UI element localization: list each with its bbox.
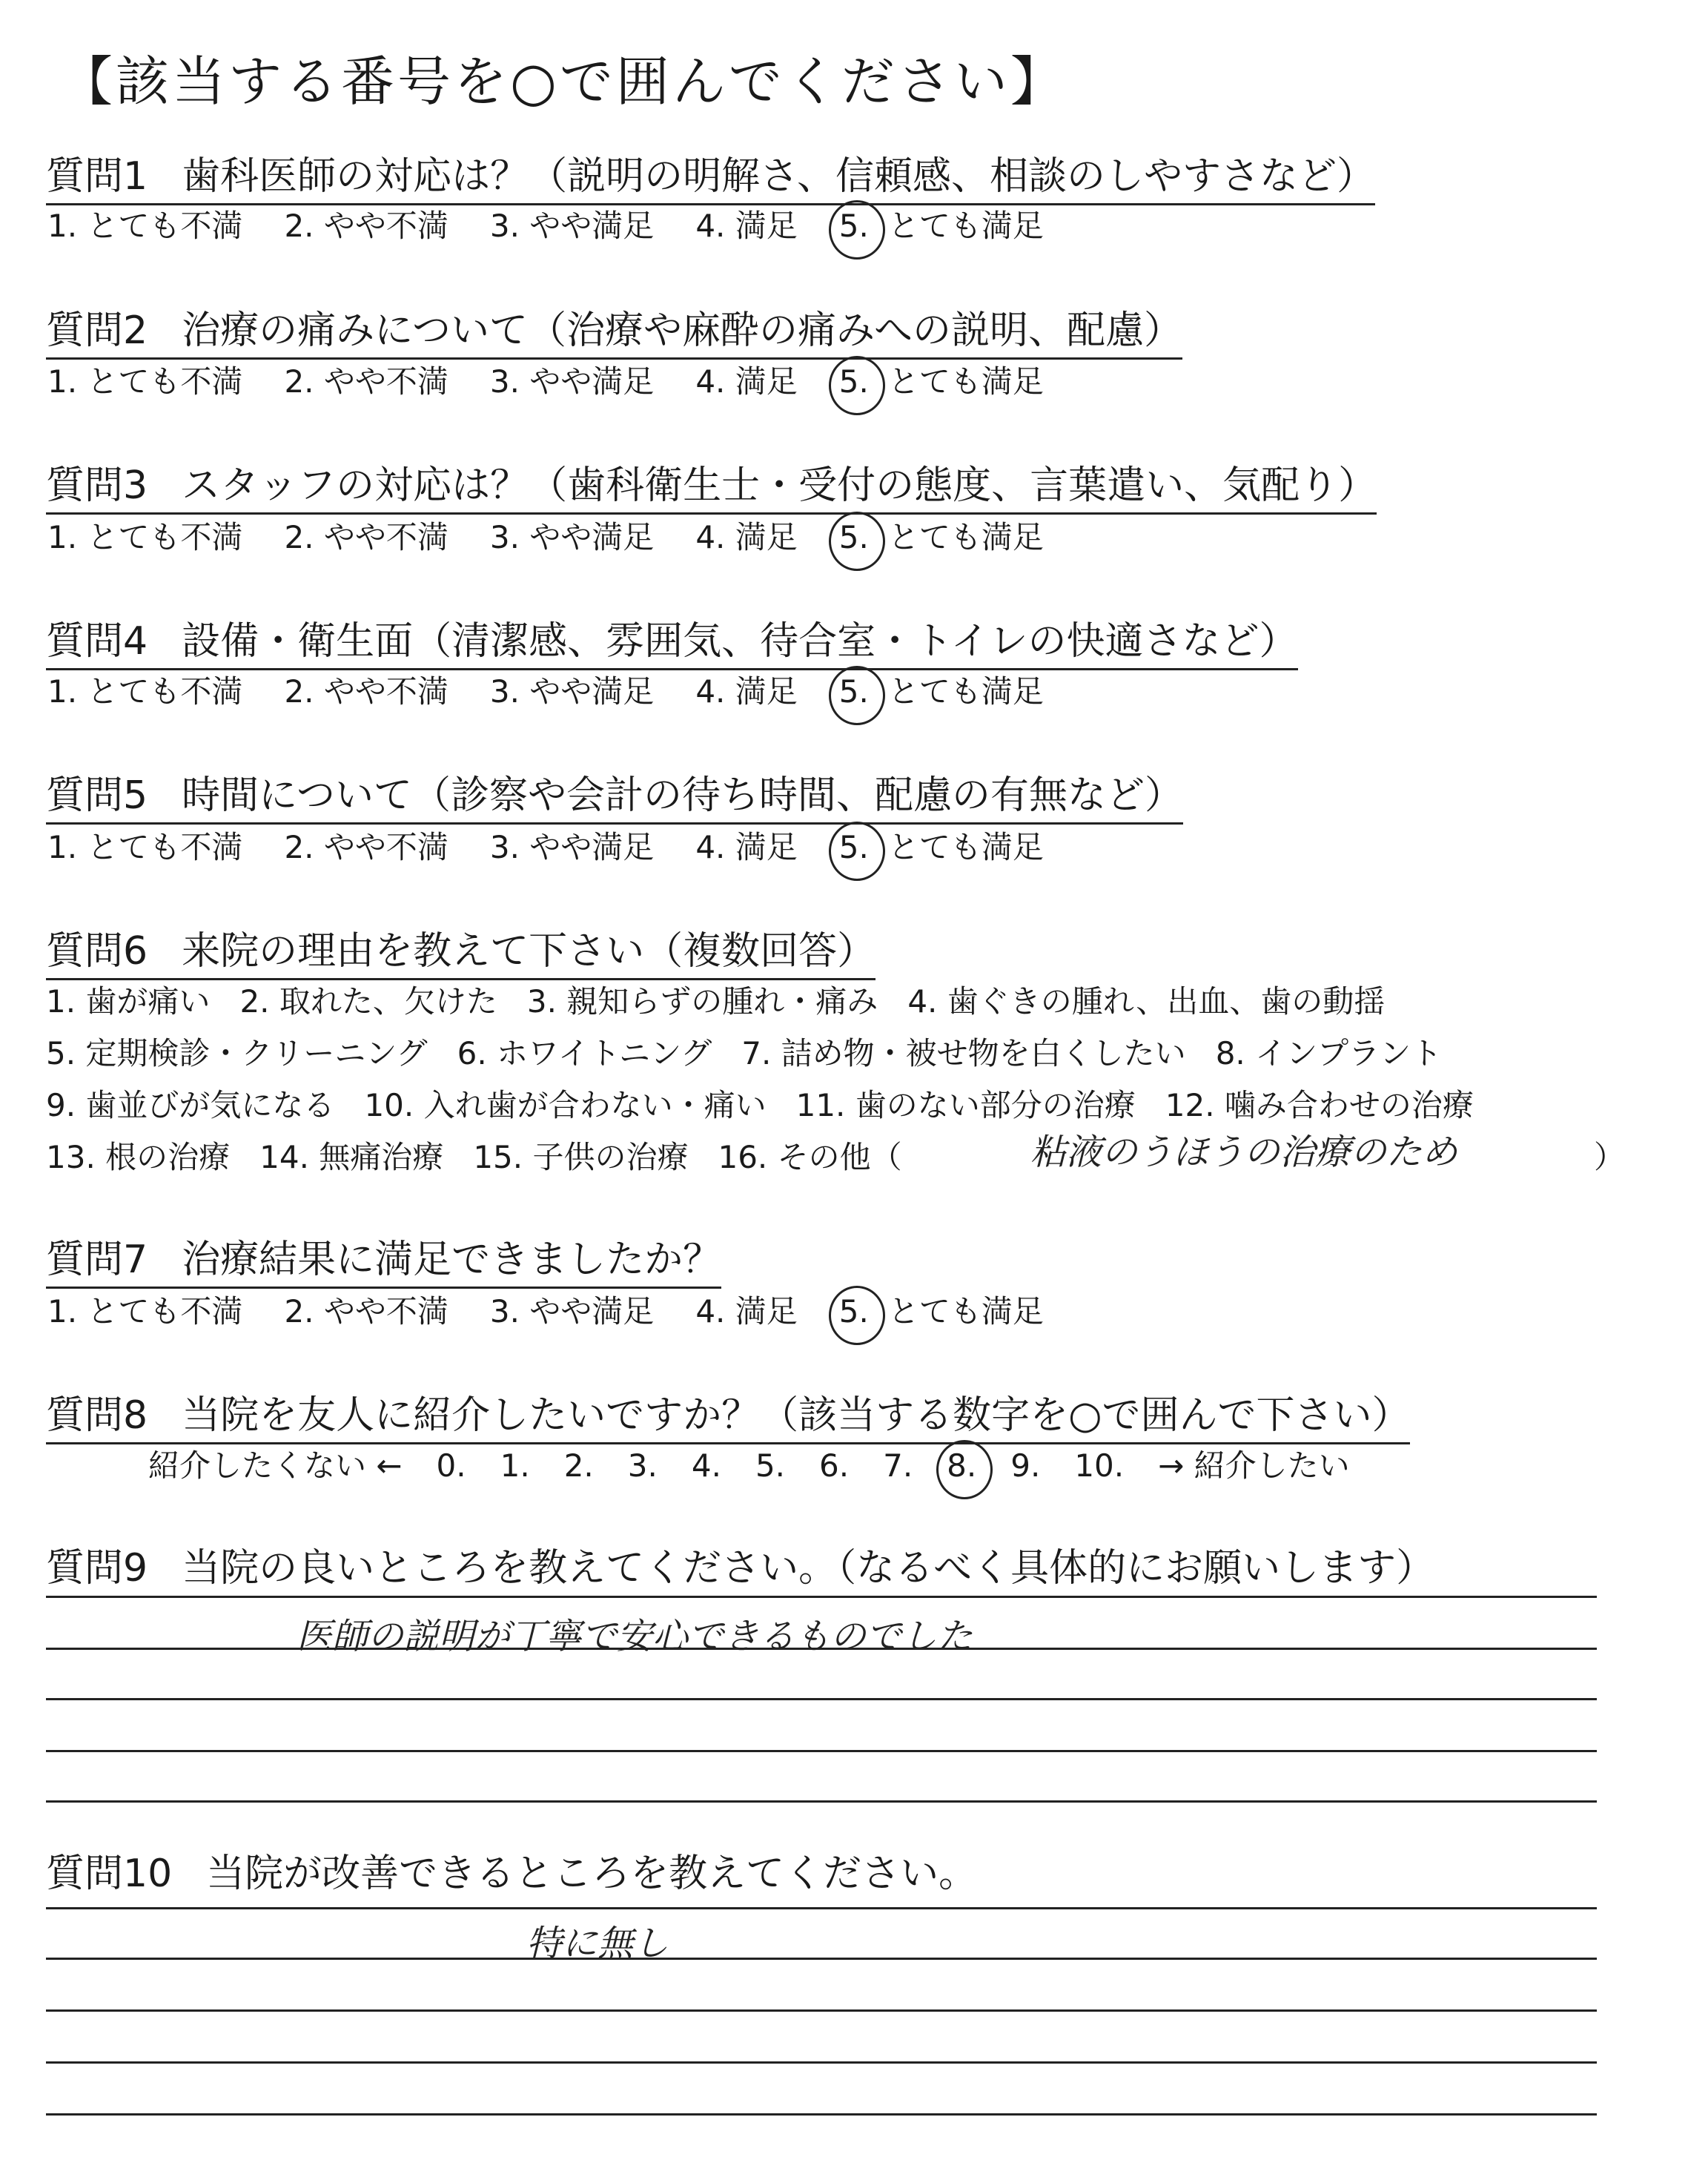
question-4 [46, 610, 1298, 670]
option-5-label: とても満足 [887, 519, 1044, 555]
option-3[interactable]: 3. やや満足 [489, 519, 655, 555]
q2-options[interactable] [47, 357, 1085, 402]
page-title: 【該当する番号を○で囲んでください】 [59, 50, 1067, 113]
question-8 [46, 1384, 1410, 1444]
reason-item[interactable]: 12. 噛み合わせの治療 [1165, 1087, 1474, 1123]
scale-number[interactable]: 6. [819, 1447, 850, 1484]
option-2[interactable]: 2. やや不満 [284, 208, 448, 244]
question-5 [46, 764, 1183, 825]
option-5-selected[interactable]: 5. [838, 829, 869, 865]
question-text: 当院の良いところを教えてください。（なるべく具体的にお願いします） [182, 1546, 1435, 1591]
answer-line [46, 1698, 1597, 1700]
question-1 [46, 145, 1375, 205]
option-2[interactable]: 2. やや不満 [284, 519, 448, 555]
option-2[interactable]: 2. やや不満 [284, 363, 448, 400]
reason-row [46, 977, 1503, 1029]
q3-options[interactable] [47, 513, 1085, 558]
scale-number[interactable]: 5. [755, 1447, 786, 1484]
answer-line [46, 1907, 1597, 1909]
answer-line [46, 1596, 1597, 1598]
answer-line [46, 2009, 1597, 2012]
question-9 [46, 1536, 1434, 1595]
option-4[interactable]: 4. 満足 [695, 519, 798, 555]
option-1[interactable]: 1. とても不満 [47, 829, 243, 865]
q8-scale[interactable] [148, 1441, 1384, 1486]
option-5-selected[interactable]: 5. [838, 208, 869, 244]
scale-number[interactable]: 7. [883, 1447, 913, 1484]
option-3[interactable]: 3. やや満足 [489, 1293, 655, 1330]
option-5-selected[interactable]: 5. [838, 519, 869, 555]
answer-line [46, 1750, 1597, 1752]
option-2[interactable]: 2. やや不満 [284, 673, 448, 710]
scale-left-label: 紹介したくない ← [148, 1447, 403, 1484]
option-2[interactable]: 2. やや不満 [284, 829, 448, 865]
question-number: 質問9 [46, 1546, 148, 1591]
reason-item[interactable]: 8. インプラント [1215, 1035, 1443, 1071]
option-5-label: とても満足 [887, 1293, 1044, 1330]
option-5-label: とても満足 [887, 829, 1044, 865]
option-4[interactable]: 4. 満足 [695, 208, 798, 244]
option-5-label: とても満足 [887, 208, 1044, 244]
question-text: 来院の理由を教えて下さい（複数回答） [182, 929, 876, 974]
option-4[interactable]: 4. 満足 [695, 673, 798, 710]
scale-number[interactable]: 4. [691, 1447, 721, 1484]
other-close-paren: ） [1594, 1139, 1626, 1175]
reason-item[interactable]: 3. 親知らずの腫れ・痛み [526, 983, 878, 1020]
question-6 [46, 919, 875, 980]
option-5-selected[interactable]: 5. [838, 673, 869, 710]
question-text: 当院が改善できるところを教えてください。 [206, 1852, 978, 1896]
reason-item[interactable]: 5. 定期検診・クリーニング [46, 1035, 428, 1071]
question-number: 質問5 [46, 773, 148, 818]
option-1[interactable]: 1. とても不満 [47, 363, 243, 400]
reason-item[interactable]: 7. 詰め物・被せ物を白くしたい [741, 1035, 1186, 1071]
reason-item-other[interactable]: 16. その他（ [718, 1139, 902, 1175]
question-text: 歯科医師の対応は？（説明の明解さ、信頼感、相談のしやすさなど） [182, 154, 1376, 199]
option-3[interactable]: 3. やや満足 [489, 829, 655, 865]
question-number: 質問2 [46, 308, 148, 353]
question-text: 治療の痛みについて（治療や麻酔の痛みへの説明、配慮） [182, 308, 1183, 353]
reason-item[interactable]: 15. 子供の治療 [473, 1139, 689, 1175]
reason-item[interactable]: 11. 歯のない部分の治療 [795, 1087, 1136, 1123]
question-2 [46, 299, 1182, 360]
option-1[interactable]: 1. とても不満 [47, 208, 243, 244]
scale-right-label: → 紹介したい [1158, 1447, 1350, 1484]
question-number: 質問1 [46, 154, 148, 199]
scale-number[interactable]: 1. [500, 1447, 530, 1484]
reason-row [46, 1029, 1503, 1081]
answer-line [46, 1648, 1597, 1650]
scale-number[interactable]: 10. [1074, 1447, 1125, 1484]
option-1[interactable]: 1. とても不満 [47, 1293, 243, 1330]
question-text: スタッフの対応は？（歯科衛生士・受付の態度、言葉遣い、気配り） [182, 463, 1377, 508]
q4-options[interactable] [47, 667, 1085, 712]
answer-line [46, 2061, 1597, 2064]
scale-number[interactable]: 9. [1010, 1447, 1041, 1484]
option-3[interactable]: 3. やや満足 [489, 208, 655, 244]
scale-number[interactable]: 3. [627, 1447, 658, 1484]
reason-item[interactable]: 6. ホワイトニング [457, 1035, 712, 1071]
option-4[interactable]: 4. 満足 [695, 363, 798, 400]
option-2[interactable]: 2. やや不満 [284, 1293, 448, 1330]
option-4[interactable]: 4. 満足 [695, 829, 798, 865]
question-10 [46, 1842, 977, 1900]
option-3[interactable]: 3. やや満足 [489, 363, 655, 400]
question-text: 治療結果に満足できましたか？ [182, 1238, 722, 1282]
reason-item[interactable]: 13. 根の治療 [46, 1139, 231, 1175]
q9-handwritten-answer[interactable]: 医師の説明が丁寧で安心できるものでした [297, 1616, 973, 1657]
option-1[interactable]: 1. とても不満 [47, 519, 243, 555]
reason-item[interactable]: 9. 歯並びが気になる [46, 1087, 335, 1123]
option-3[interactable]: 3. やや満足 [489, 673, 655, 710]
question-number: 質問8 [46, 1393, 148, 1438]
answer-line [46, 1800, 1597, 1803]
answer-line [46, 2113, 1597, 2116]
reason-item[interactable]: 2. 取れた、欠けた [239, 983, 497, 1020]
option-5-label: とても満足 [887, 673, 1044, 710]
other-handwritten-answer[interactable]: 粘液のうほうの治療のため [1030, 1132, 1458, 1173]
scale-number[interactable]: 0. [436, 1447, 466, 1484]
question-text: 設備・衛生面（清潔感、雰囲気、待合室・トイレの快適さなど） [182, 619, 1298, 664]
question-text: 当院を友人に紹介したいですか？（該当する数字を○で囲んで下さい） [182, 1393, 1411, 1438]
reason-item[interactable]: 1. 歯が痛い [46, 983, 211, 1020]
question-number: 質問3 [46, 463, 148, 508]
question-number: 質問7 [46, 1238, 148, 1282]
scale-number-selected[interactable]: 8. [947, 1447, 977, 1484]
q10-handwritten-answer[interactable]: 特に無し [526, 1923, 669, 1964]
scale-number[interactable]: 2. [563, 1447, 594, 1484]
question-number: 質問10 [46, 1852, 173, 1896]
option-1[interactable]: 1. とても不満 [47, 673, 243, 710]
option-5-selected[interactable]: 5. [838, 1293, 869, 1330]
reason-item[interactable]: 4. 歯ぐきの腫れ、出血、歯の動揺 [907, 983, 1386, 1020]
reason-item[interactable]: 10. 入れ歯が合わない・痛い [364, 1087, 767, 1123]
option-5-selected[interactable]: 5. [838, 363, 869, 400]
question-number: 質問4 [46, 619, 148, 664]
q5-options[interactable] [47, 823, 1085, 868]
answer-line [46, 1958, 1597, 1960]
question-text: 時間について（診察や会計の待ち時間、配慮の有無など） [182, 773, 1184, 818]
question-7 [46, 1228, 721, 1289]
q7-options[interactable] [47, 1287, 1085, 1332]
option-4[interactable]: 4. 満足 [695, 1293, 798, 1330]
q1-options[interactable] [47, 202, 1085, 246]
reason-item[interactable]: 14. 無痛治療 [259, 1139, 444, 1175]
question-number: 質問6 [46, 929, 148, 974]
question-3 [46, 454, 1377, 515]
option-5-label: とても満足 [887, 363, 1044, 400]
